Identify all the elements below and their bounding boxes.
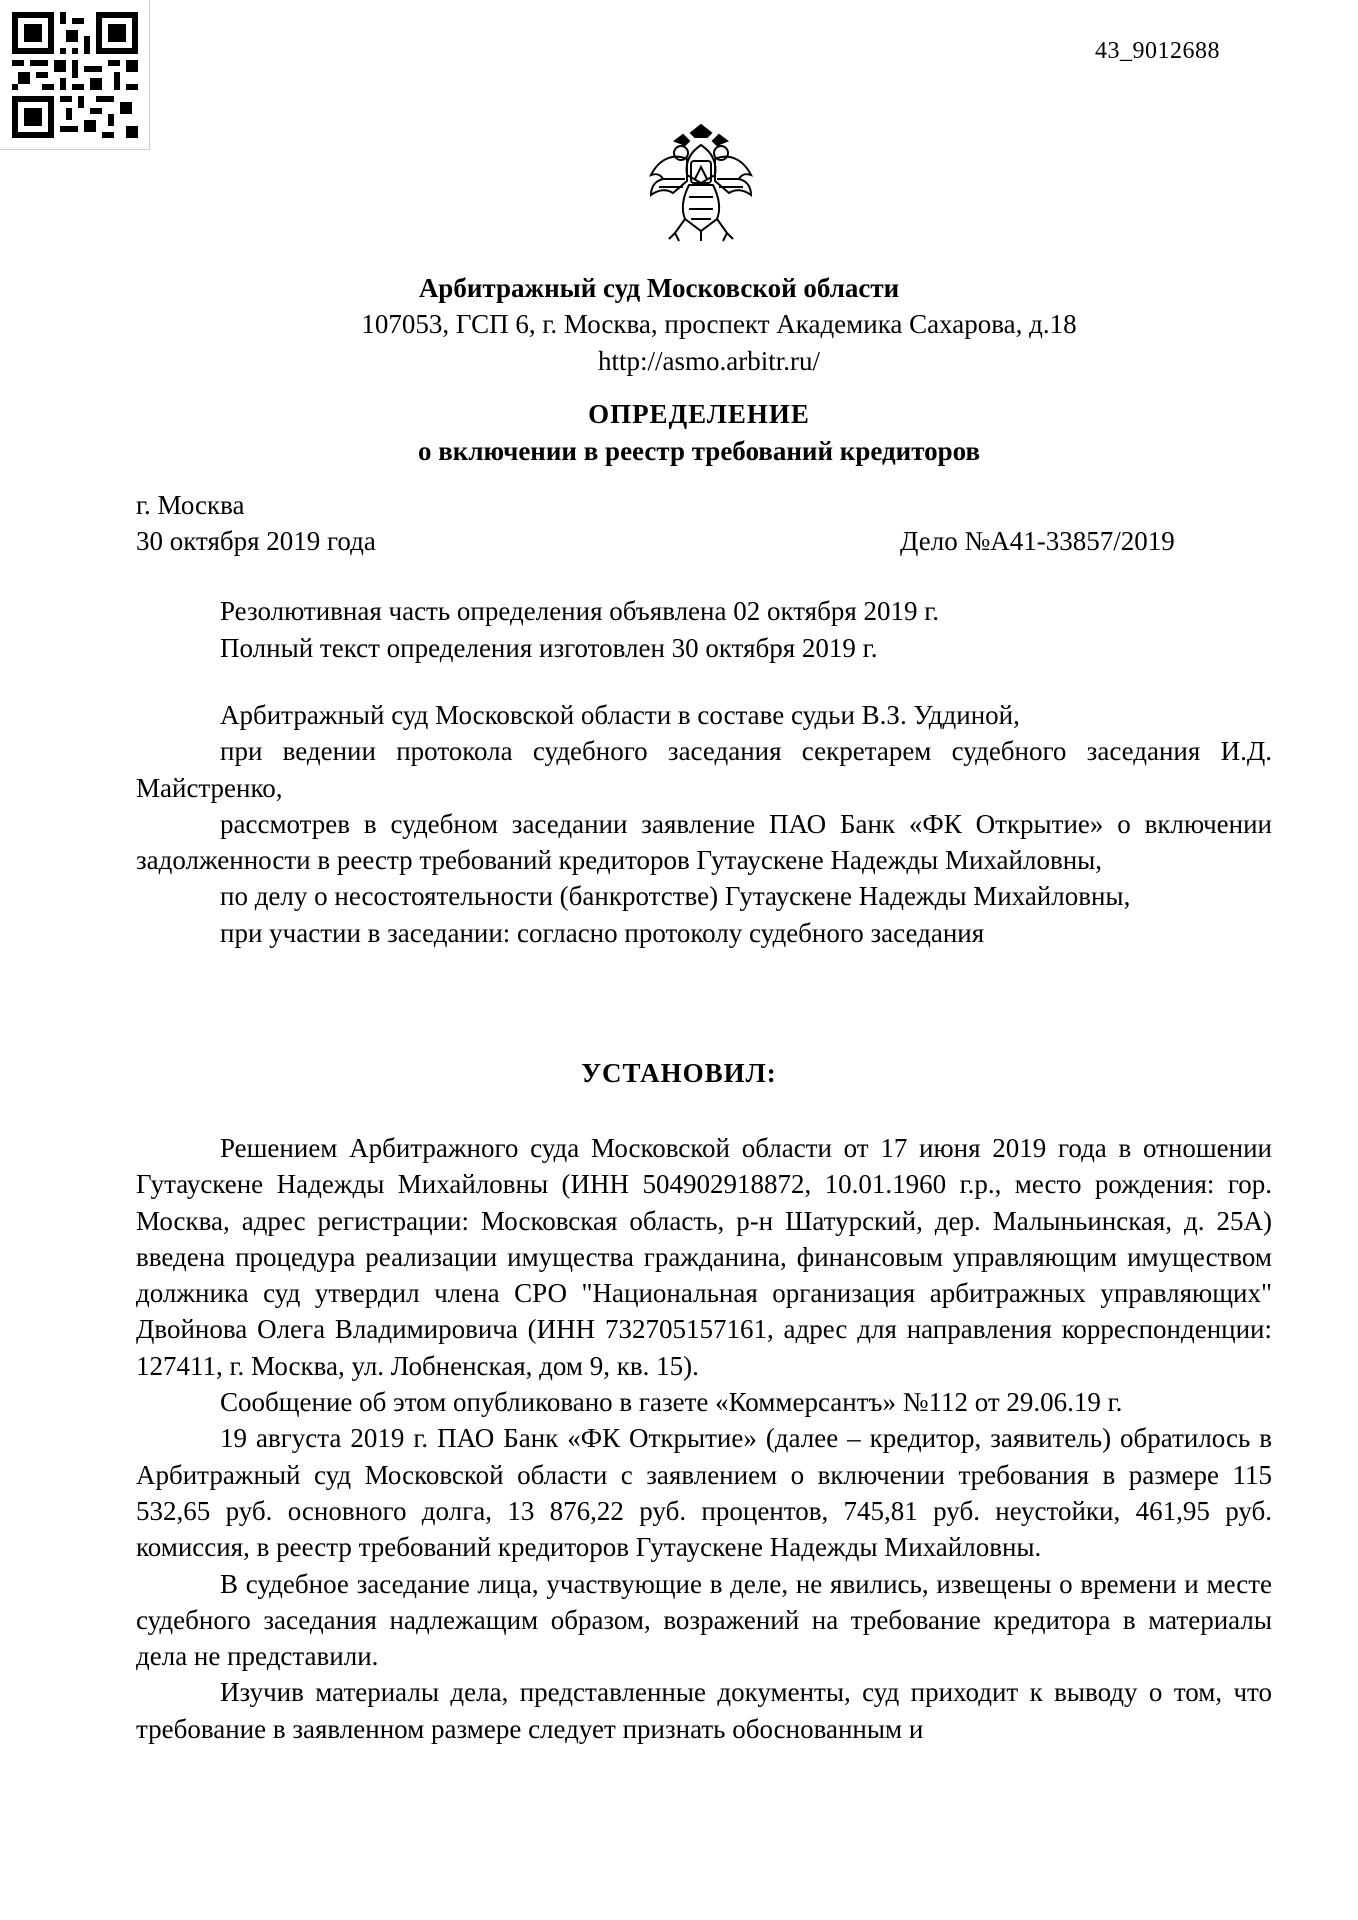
qr-code-icon — [12, 12, 138, 138]
full-text-note: Полный текст определения изготовлен 30 октября 2019 г. — [220, 633, 878, 663]
court-name: Арбитражный суд Московской области — [418, 273, 900, 303]
case-number: Дело №А41-33857/2019 — [900, 526, 1175, 556]
document-number: 43_9012688 — [1095, 38, 1220, 64]
established-heading: УСТАНОВИЛ: — [581, 1058, 777, 1088]
court-address: 107053, ГСП 6, г. Москва, проспект Академика Сахарова, д.18 — [361, 309, 1077, 339]
intro-paragraph: рассмотрев в судебном заседании заявление ПАО Банк «ФК Открытие» о включении задолженности в реестр требований кредиторов Гутаускене Надежды Михайловны, — [136, 808, 1272, 876]
coat-of-arms-emblem — [645, 123, 757, 243]
double-headed-eagle-icon — [645, 123, 757, 243]
qr-code — [0, 0, 150, 150]
intro-block — [136, 697, 1272, 951]
findings-block — [136, 1130, 1272, 1747]
resolutive-part-note: Резолютивная часть определения объявлена 02 октября 2019 г. — [220, 596, 940, 626]
intro-paragraph: при ведении протокола судебного заседания секретарем судебного заседания И.Д. Майстренко, — [136, 736, 1272, 803]
document-subtitle: о включении в реестр требований кредиторов — [417, 436, 981, 466]
body-paragraph: В судебное заседание лица, участвующие в деле, не явились, извещены о времени и месте судебного заседания надлежащим образом, возражений на требование кредитора в материалы дела не представили. — [136, 1568, 1272, 1672]
document-title: ОПРЕДЕЛЕНИЕ — [588, 399, 810, 429]
body-paragraph: 19 августа 2019 г. ПАО Банк «ФК Открытие» (далее – кредитор, заявитель) обратилось в Арбитражный суд Московской области с заявлением о включении требования в размере 115 532,65 руб. основного долга, 13 876,22 руб. процентов, 745,81 руб. неустойки, 461,95 руб. комиссия, в реестр требований кредиторов Гутаускене Надежды Михайловны. — [136, 1423, 1272, 1563]
intro-paragraph: Арбитражный суд Московской области в составе судьи В.З. Уддиной, — [220, 700, 1020, 730]
body-paragraph: Сообщение об этом опубликовано в газете «Коммерсантъ» №112 от 29.06.19 г. — [220, 1387, 1123, 1418]
document-date: 30 октября 2019 года — [136, 526, 376, 556]
body-paragraph: Решением Арбитражного суда Московской области от 17 июня 2019 года в отношении Гутаускене Надежды Михайловны (ИНН 504902918872, 10.01.1960 г.р., место рождения: гор. Москва, адрес регистрации: Московская область, р-н Шатурский, дер. Малыньинская, д. 25А) введена процедура реализации имущества гражданина, финансовым управляющим имуществом должника суд утвердил члена СРО "Национальная организация арбитражных управляющих" Двойнова Олега Владимировича (ИНН 732705157161, адрес для направления корреспонденции: 127411, г. Москва, ул. Лобненская, дом 9, кв. 15). — [136, 1133, 1272, 1381]
body-paragraph: Изучив материалы дела, представленные документы, суд приходит к выводу о том, что требование в заявленном размере следует признать обоснованным и — [136, 1677, 1272, 1744]
court-website: http://asmo.arbitr.ru/ — [598, 346, 820, 376]
intro-paragraph: по делу о несостоятельности (банкротстве) Гутаускене Надежды Михайловны, — [220, 881, 1131, 912]
intro-paragraph: при участии в заседании: согласно протоколу судебного заседания — [220, 917, 985, 948]
city: г. Москва — [136, 490, 245, 520]
